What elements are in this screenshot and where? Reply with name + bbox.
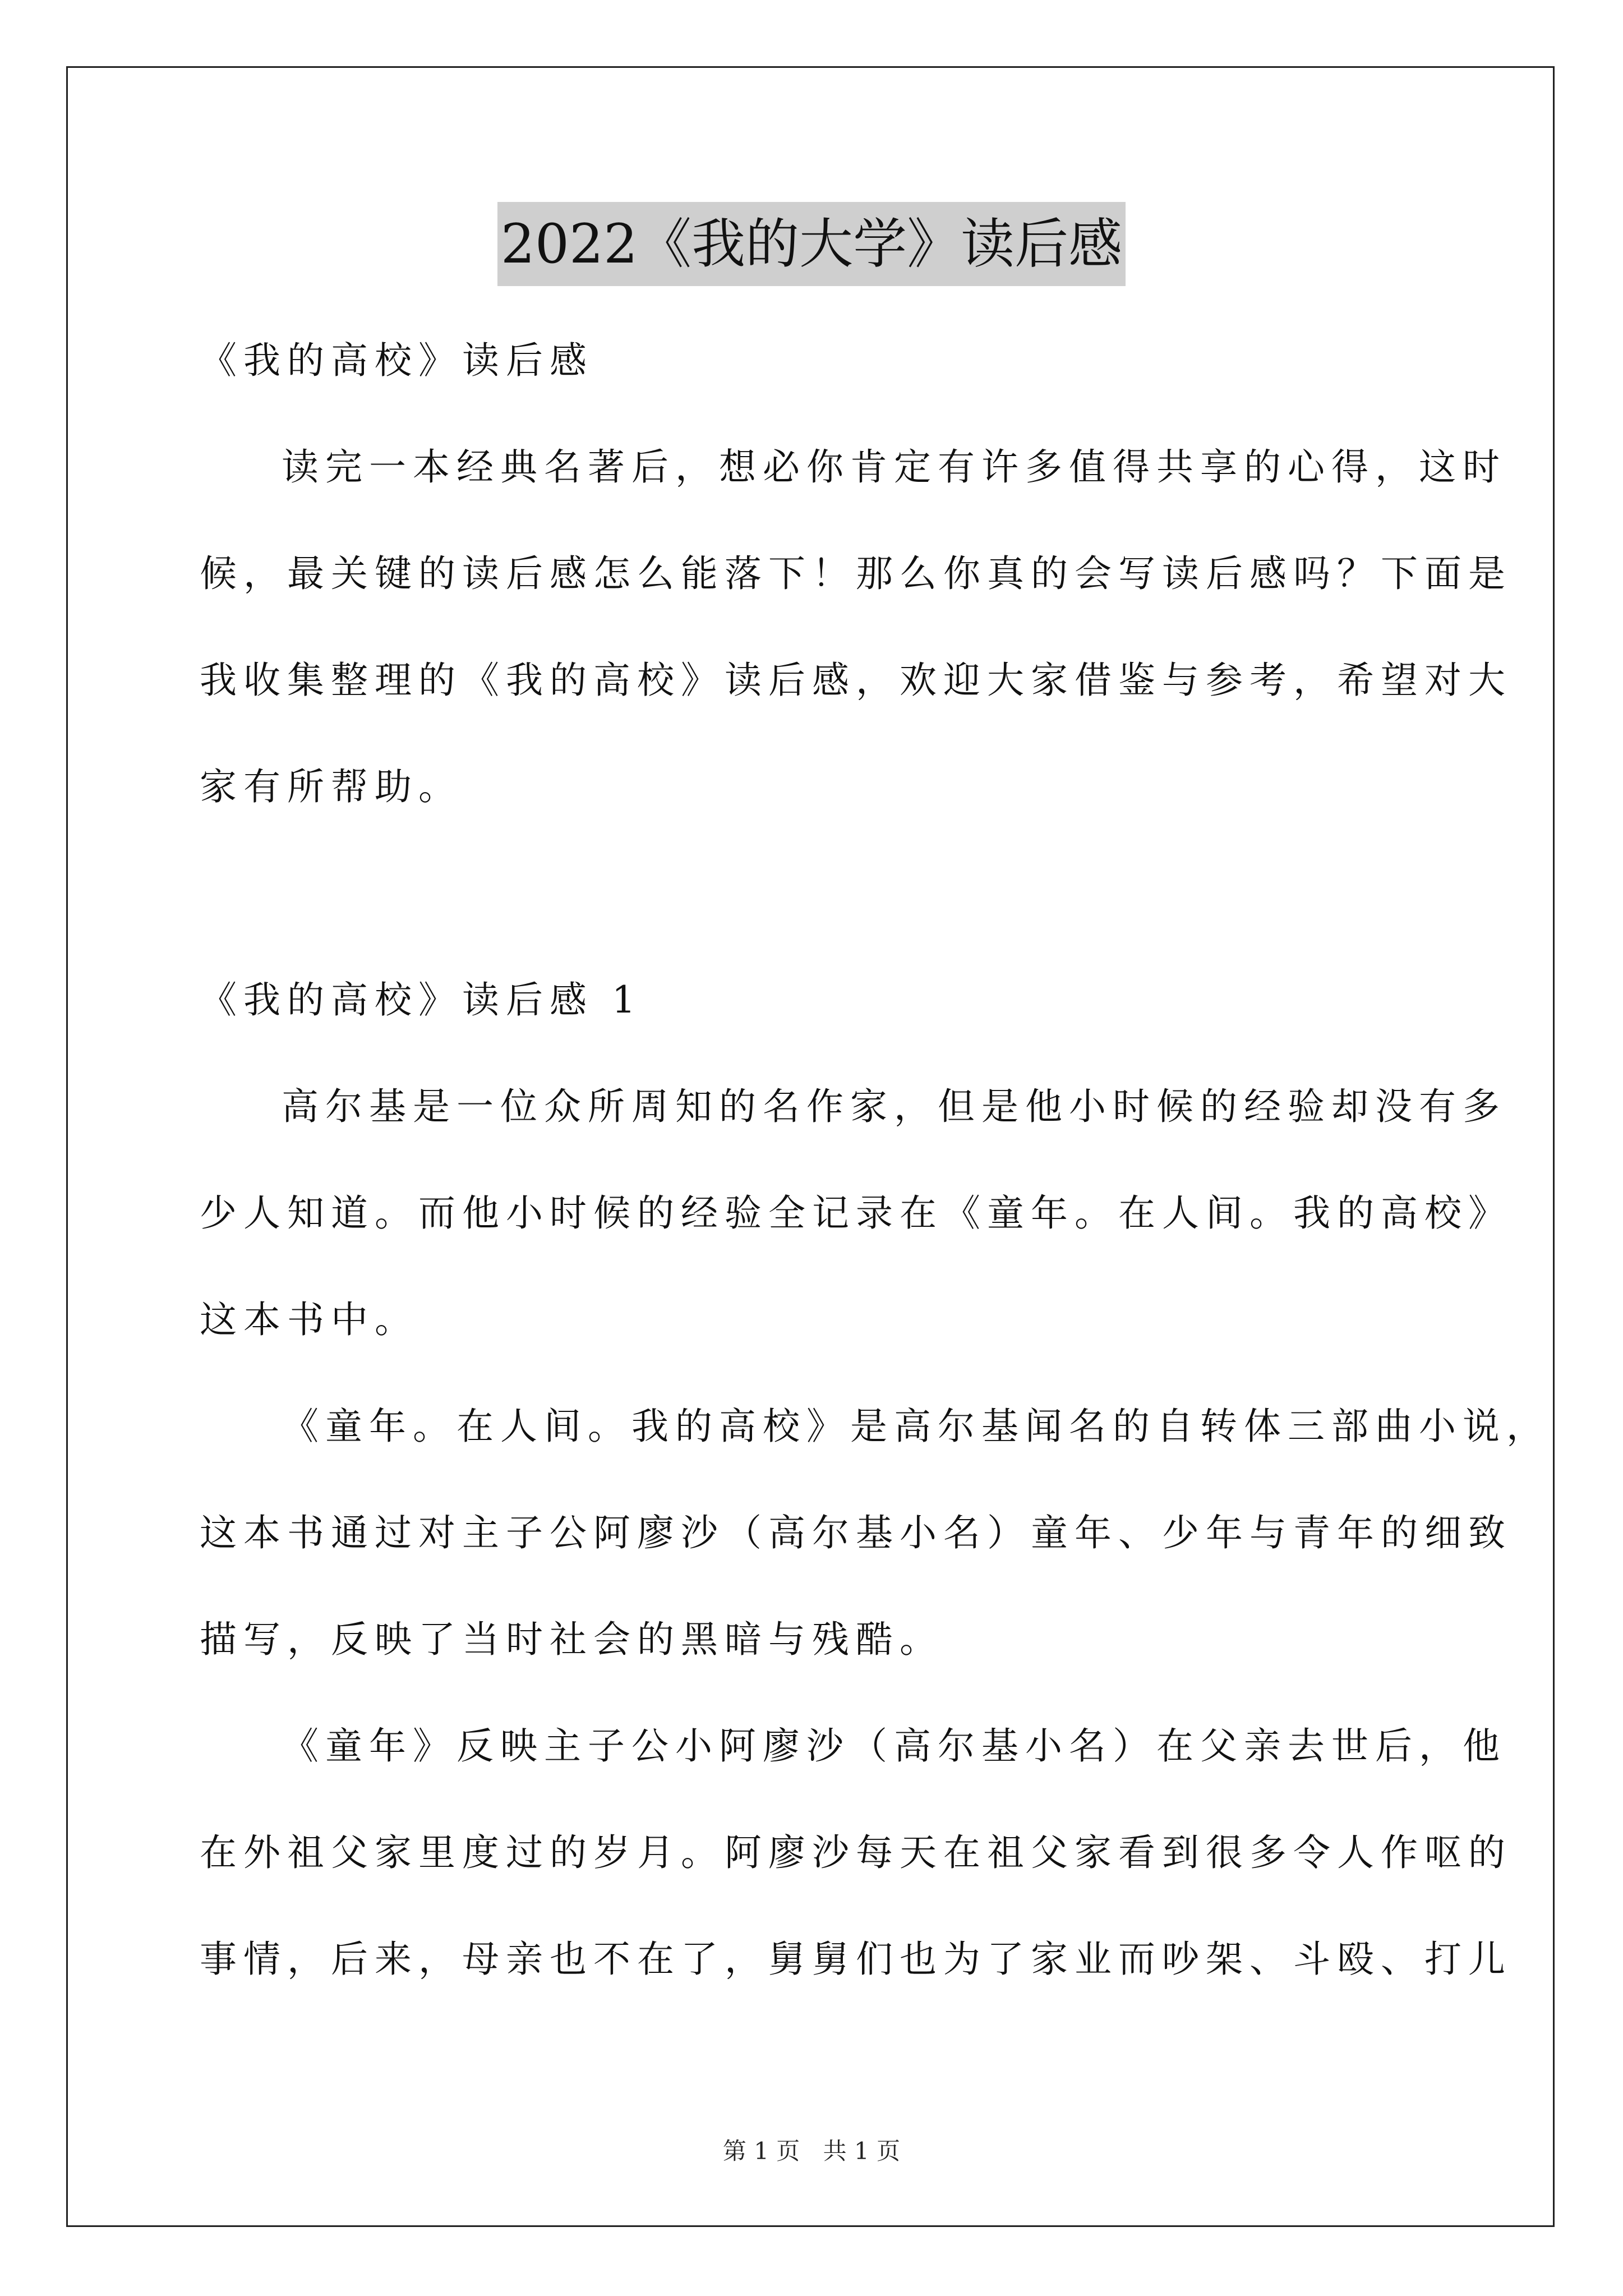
- text-line: 《我的高校》读后感: [200, 339, 593, 382]
- text-line: 候，最关键的读后感怎么能落下！那么你真的会写读后感吗？下面是: [200, 552, 1512, 595]
- blank-line: [200, 840, 1433, 947]
- text-line: 少人知道。而他小时候的经验全记录在《童年。在人间。我的高校》: [200, 1191, 1512, 1235]
- text-line: 我收集整理的《我的高校》读后感，欢迎大家借鉴与参考，希望对大: [200, 659, 1512, 702]
- text-line: 高尔基是一位众所周知的名作家，但是他小时候的经验却没有多: [282, 1085, 1506, 1128]
- text-line: 《我的高校》读后感 1: [200, 978, 642, 1022]
- text-line: 《童年》反映主子公小阿廖沙（高尔基小名）在父亲去世后，他: [282, 1724, 1506, 1768]
- text-line: 描写，反映了当时社会的黑暗与残酷。: [200, 1618, 943, 1661]
- text-line: 《童年。在人间。我的高校》是高尔基闻名的自转体三部曲小说，: [282, 1405, 1550, 1448]
- text-line: 读完一本经典名著后，想必你肯定有许多值得共享的心得，这时: [282, 445, 1506, 489]
- document-body: [200, 307, 1550, 2013]
- page-total: 共 1 页: [823, 2137, 901, 2165]
- text-line: 这本书通过对主子公阿廖沙（高尔基小名）童年、少年与青年的细致: [200, 1511, 1512, 1554]
- title-wrap: [0, 202, 1623, 286]
- document-title: 2022《我的大学》读后感: [497, 202, 1126, 286]
- text-line: 这本书中。: [200, 1298, 418, 1341]
- text-line: 在外祖父家里度过的岁月。阿廖沙每天在祖父家看到很多令人作呕的: [200, 1831, 1512, 1874]
- text-line: 家有所帮助。: [200, 765, 462, 808]
- page-current: 第 1 页: [722, 2137, 800, 2165]
- page-footer: [0, 2134, 1623, 2168]
- text-line: 事情，后来，母亲也不在了，舅舅们也为了家业而吵架、斗殴、打儿: [200, 1938, 1512, 1981]
